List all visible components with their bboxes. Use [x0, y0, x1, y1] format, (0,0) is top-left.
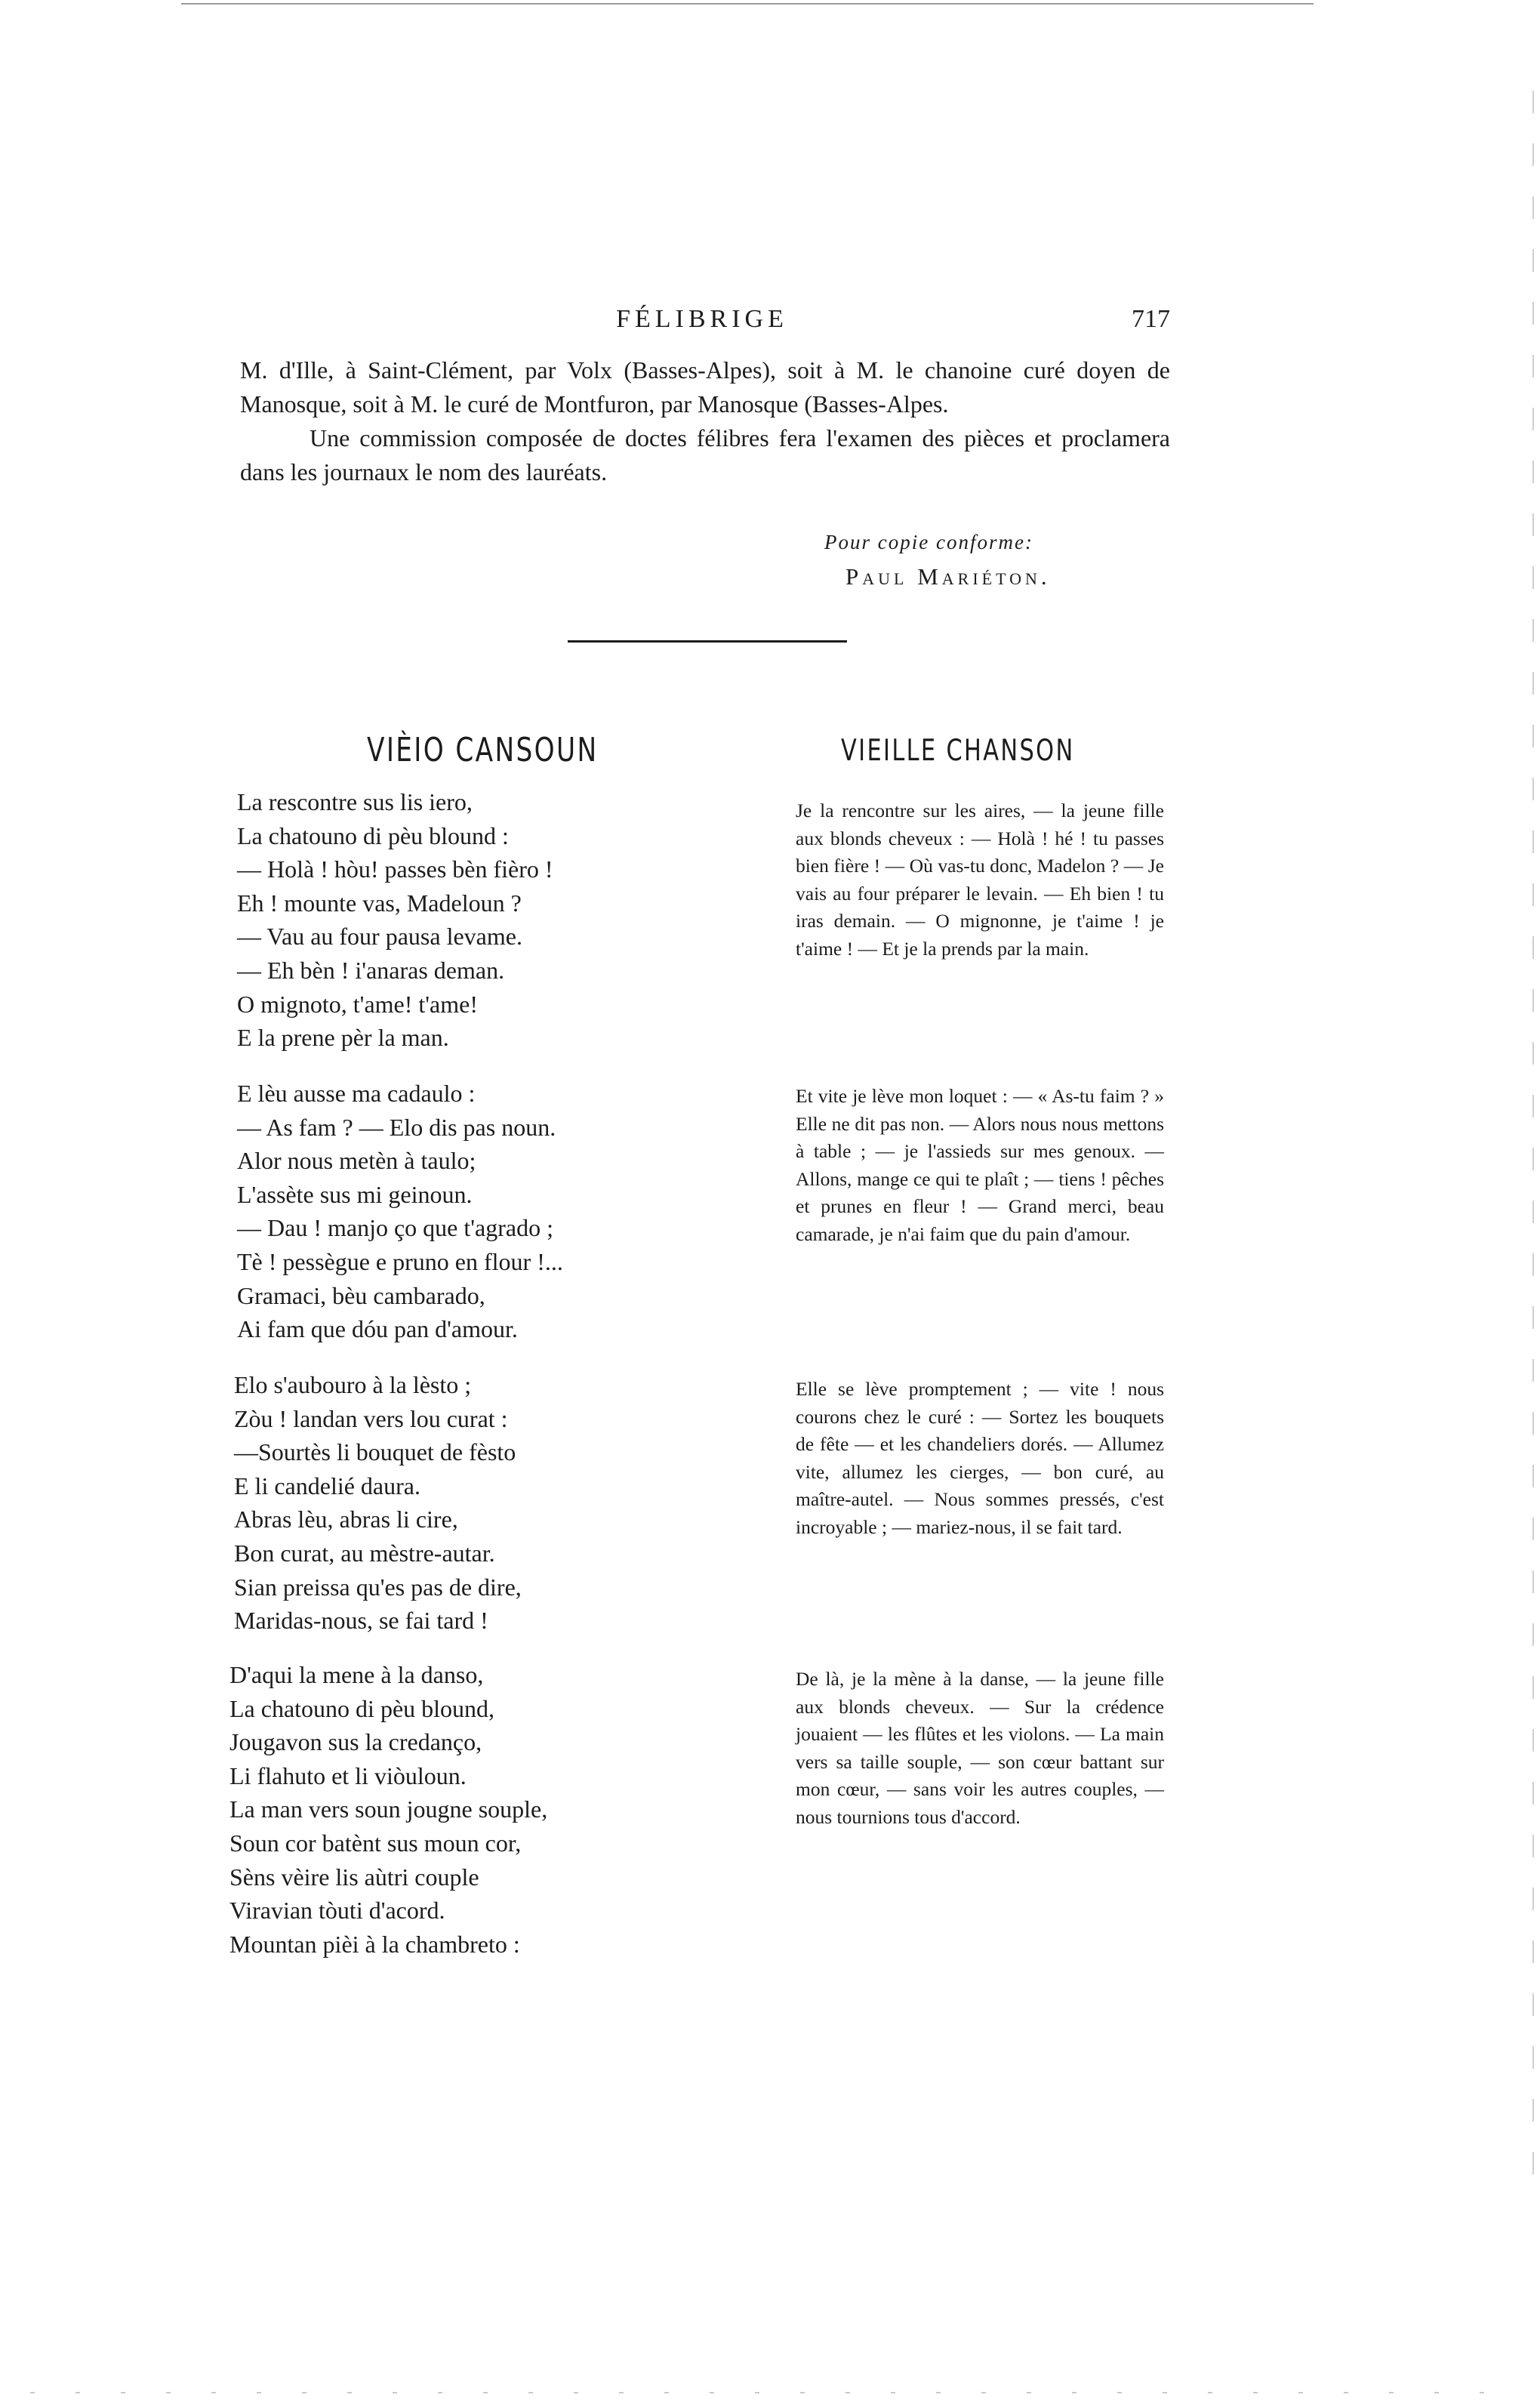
poem-stanza [229, 1658, 547, 1961]
poem-title: VIÈIO CANSOUN [367, 731, 599, 769]
signature-name: Paul Mariéton. [845, 563, 1051, 590]
poem-line: Sèns vèire lis aùtri couple [229, 1863, 479, 1891]
poem-line: Bon curat, au mèstre-autar. [234, 1539, 495, 1567]
poem-line: Abras lèu, abras li cire, [234, 1506, 458, 1533]
poem-line: E li candelié daura. [234, 1472, 420, 1499]
prose-paragraph: M. d'Ille, à Saint-Clément, par Volx (Basses-Alpes), soit à M. le chanoine curé doyen de Manosque, soit à M. le curé de Montfuron, par Manosque (Basses-Alpes. [240, 356, 1170, 418]
poem-line: La man vers soun jougne souple, [229, 1795, 548, 1823]
poem-line: La chatouno di pèu blound : [237, 821, 509, 849]
poem-stanza [237, 1077, 563, 1346]
poem-line: — Vau au four pausa levame. [237, 923, 522, 951]
poem-line: La rescontre sus lis iero, [237, 788, 473, 815]
poem-line: E lèu ausse ma cadaulo : [237, 1080, 476, 1107]
section-separator [568, 640, 847, 643]
poem-line: La chatouno di pèu blound, [229, 1694, 495, 1722]
scan-edge-line [181, 3, 1314, 5]
poem-line: Jougavon sus la credanço, [229, 1728, 482, 1756]
poem-line: O mignoto, t'ame! t'ame! [237, 990, 478, 1018]
poem-line: Ai fam que dóu pan d'amour. [237, 1315, 518, 1343]
poem-line: Tè ! pessègue e pruno en flour !... [237, 1247, 563, 1275]
signature-label: Pour copie conforme: [824, 531, 1033, 553]
poem-line: E la prene pèr la man. [237, 1024, 449, 1052]
poem-line: — Holà ! hòu! passes bèn fièro ! [237, 855, 553, 883]
poem-line: — Dau ! manjo ço que t'agrado ; [237, 1214, 553, 1242]
poem-stanza [234, 1368, 522, 1638]
poem-line: Sian preissa qu'es pas de dire, [234, 1573, 522, 1601]
poem-stanza [237, 785, 553, 1055]
translation-paragraph: Et vite je lève mon loquet : — « As-tu faim ? » Elle ne dit pas non. — Alors nous nous mettons à table ; — je l'assieds sur mes genoux. — Allons, mange ce qui te plaît ; — tiens ! pêches et prunes en fleur ! — Grand merci, beau camarade, je n'ai faim que du pain d'amour. [796, 1085, 1164, 1245]
poem-line: Eh ! mounte vas, Madeloun ? [237, 889, 522, 917]
running-head [234, 305, 1170, 343]
poem-line: —Sourtès li bouquet de fèsto [234, 1438, 516, 1466]
poem-line: — As fam ? — Elo dis pas noun. [237, 1113, 556, 1141]
prose-block [240, 353, 1170, 489]
poem-line: Maridas-nous, se fai tard ! [234, 1607, 488, 1635]
poem-line: D'aqui la mene à la danso, [229, 1661, 484, 1688]
prose-paragraph: Une commission composée de doctes félibres fera l'examen des pièces et proclamera dans les journaux le nom des lauréats. [240, 424, 1170, 485]
poem-line: Elo s'aubouro à la lèsto ; [234, 1371, 472, 1398]
signature-block [793, 529, 1170, 593]
poem-line: Viravian tòuti d'acord. [229, 1897, 445, 1925]
poem-line: Gramaci, bèu cambarado, [237, 1281, 485, 1309]
poem-line: Mountan pièi à la chambreto : [229, 1930, 520, 1958]
poem-line: Alor nous metèn à taulo; [237, 1147, 476, 1175]
running-title: FÉLIBRIGE [616, 305, 788, 333]
poem-line: — Eh bèn ! i'anaras deman. [237, 956, 505, 984]
scan-edge-line [30, 2392, 1510, 2393]
poem-line: L'assète sus mi geinoun. [237, 1180, 473, 1208]
translation-title: VIEILLE CHANSON [841, 734, 1075, 768]
translation-paragraph: De là, je la mène à la danse, — la jeune fille aux blonds cheveux. — Sur la crédence jouaient — les flûtes et les violons. — La main vers sa taille souple, — son cœur battant sur mon cœur, — sans voir les autres couples, — nous tournions tous d'accord. [796, 1668, 1164, 1828]
translation-paragraph: Je la rencontre sur les aires, — la jeune fille aux blonds cheveux : — Holà ! hé ! tu passes bien fière ! — Où vas-tu donc, Madelon ? — Je vais au four préparer le levain. — Eh bien ! tu iras demain. — O mignonne, je t'aime ! je t'aime ! — Et je la prends par la main. [796, 800, 1164, 960]
scan-edge-line [1532, 91, 1534, 2205]
poem-line: Soun cor batènt sus moun cor, [229, 1829, 522, 1857]
poem-line: Zòu ! landan vers lou curat : [234, 1404, 508, 1432]
poem-line: Li flahuto et li viòuloun. [229, 1761, 467, 1789]
page-number: 717 [1132, 305, 1170, 333]
translation-paragraph: Elle se lève promptement ; — vite ! nous courons chez le curé : — Sortez les bouquets de fête — et les chandeliers dorés. — Allumez vite, allumez les cierges, — bon curé, au maître-autel. — Nous sommes pressés, c'est incroyable ; — mariez-nous, il se fait tard. [796, 1378, 1164, 1538]
